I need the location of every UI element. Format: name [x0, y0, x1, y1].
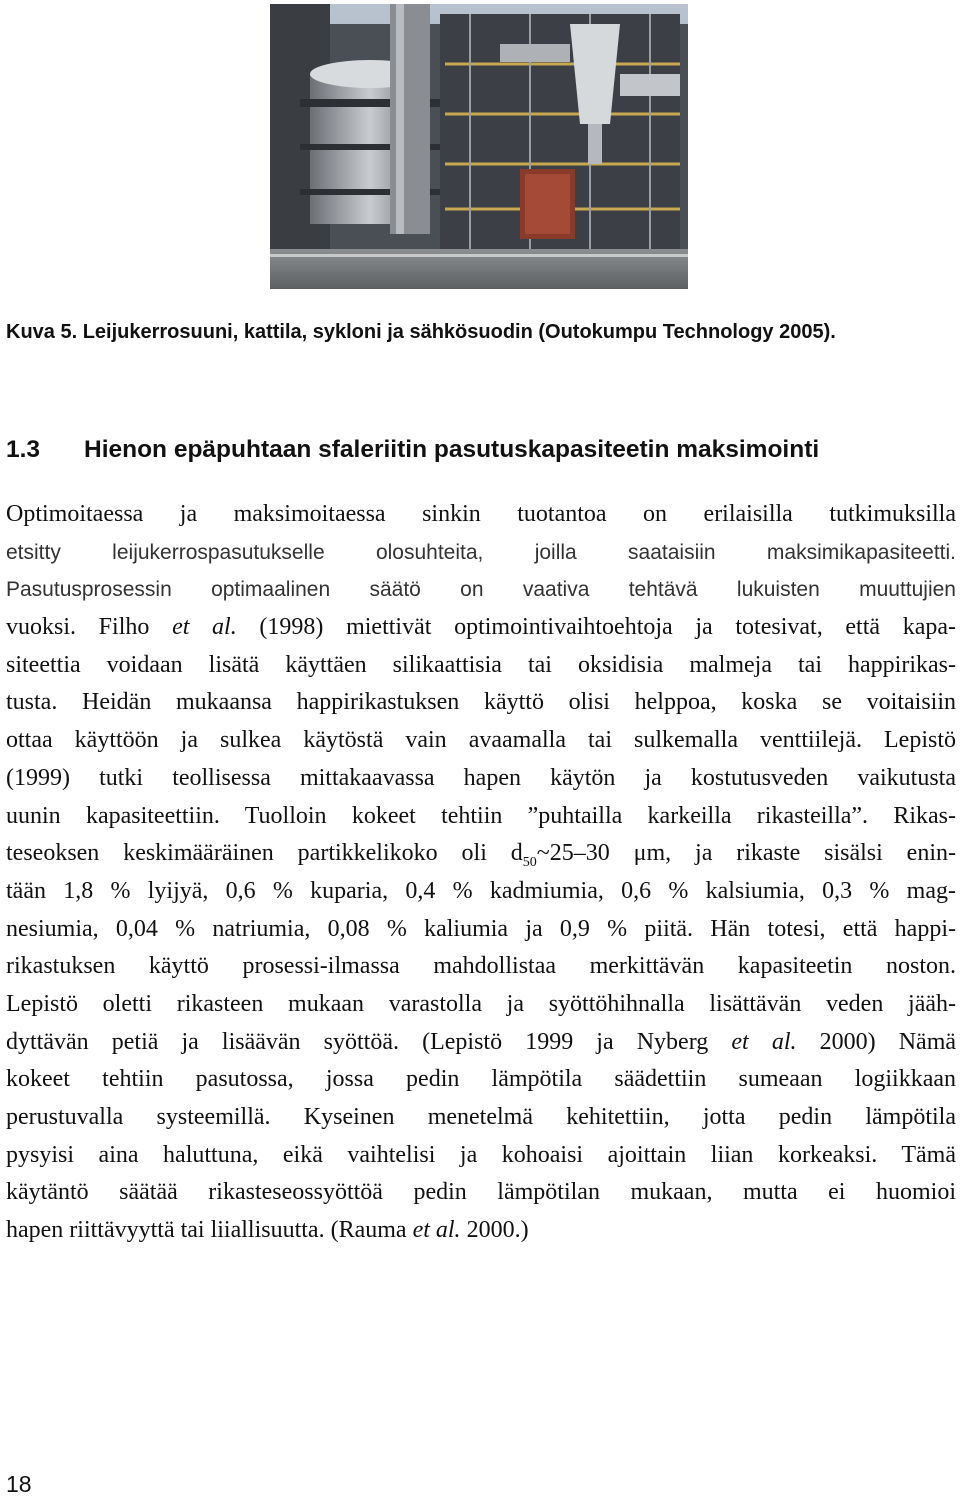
section-number: 1.3 [6, 436, 41, 463]
body-paragraph [6, 496, 956, 1250]
et-al-italic: et al. [731, 1028, 797, 1055]
body-line: uunin kapasiteettiin. Tuolloin kokeet tehtiin ”puhtailla karkeilla rikasteilla”. Rikas- [6, 802, 956, 829]
body-line: pysyisi aina haluttuna, eikä vaihtelisi ja kohoaisi ajoittain liian korkeaksi. Tämä [6, 1141, 956, 1168]
body-line: perustuvalla systeemillä. Kyseinen menetelmä kehitettiin, jotta pedin lämpötila [6, 1104, 956, 1130]
body-line: Lepistö oletti rikasteen mukaan varastolla ja syöttöhihnalla lisättävän veden jääh- [6, 990, 956, 1017]
body-line: tusta. Heidän mukaansa happirikastuksen käyttö olisi helppoa, koska se voitaisiin [6, 689, 956, 716]
body-line: kokeet tehtiin pasutossa, jossa pedin lämpötila säädettiin sumeaan logiikkaan [6, 1066, 956, 1093]
page-number: 18 [6, 1471, 32, 1497]
body-line: tään 1,8 % lyijyä, 0,6 % kuparia, 0,4 % kadmiumia, 0,6 % kalsiumia, 0,3 % mag- [6, 877, 956, 904]
body-line: (1999) tutki teollisessa mittakaavassa hapen käytön ja kostutusveden vaikutusta [6, 764, 956, 791]
section-heading [6, 428, 956, 472]
body-line: siteettia voidaan lisätä käyttäen silikaattisia tai oksidisia malmeja tai happirikas- [6, 651, 956, 678]
body-line: Optimoitaessa ja maksimoitaessa sinkin tuotantoa on erilaisilla tutkimuksilla [6, 501, 956, 527]
body-line: ottaa käyttöön ja sulkea käytöstä vain avaamalla tai sulkemalla venttiilejä. Lepistö [6, 727, 956, 754]
body-line: dyttävän petiä ja lisäävän syöttöä. (Lepistö 1999 ja Nyberg et al. 2000) Nämä [6, 1028, 957, 1055]
subscript-50: 50 [522, 854, 537, 870]
body-line: vuoksi. Filho et al. (1998) miettivät optimointivaihtoehtoja ja totesivat, että kapa- [6, 614, 956, 641]
body-line: käytäntö säätää rikasteseossyöttöä pedin lämpötilan mukaan, mutta ei huomioi [6, 1179, 956, 1206]
section-title: Hienon epäpuhtaan sfaleriitin pasutuskapasiteetin maksimointi [84, 436, 820, 463]
body-line: Pasutusprosessin optimaalinen säätö on vaativa tehtävä lukuisten muuttujien [6, 578, 956, 602]
figure-caption: Kuva 5. Leijukerrosuuni, kattila, sykloni ja sähkösuodin (Outokumpu Technology 2005). [6, 321, 836, 343]
body-line: rikastuksen käyttö prosessi-ilmassa mahdollistaa merkittävän kapasiteetin noston. [6, 953, 956, 980]
et-al-italic: et al. [172, 614, 237, 641]
body-line: teseoksen keskimääräinen partikkelikoko oli $d_{50}\sim 25-30$ μm, ja rikaste sisälsi enin- [6, 840, 956, 870]
et-al-italic: et al. [412, 1217, 461, 1244]
body-line: hapen riittävyyttä tai liiallisuutta. (Rauma et al. 2000.) [6, 1217, 529, 1244]
body-line: nesiumia, 0,04 % natriumia, 0,08 % kaliumia ja 0,9 % piitä. Hän totesi, että happi- [6, 915, 956, 942]
body-line: etsitty leijukerrospasutukselle olosuhteita, joilla saataisiin maksimikapasiteetti. [6, 540, 956, 564]
fluidized-bed-roaster-illustration [270, 4, 688, 289]
plant-photo [270, 4, 688, 289]
